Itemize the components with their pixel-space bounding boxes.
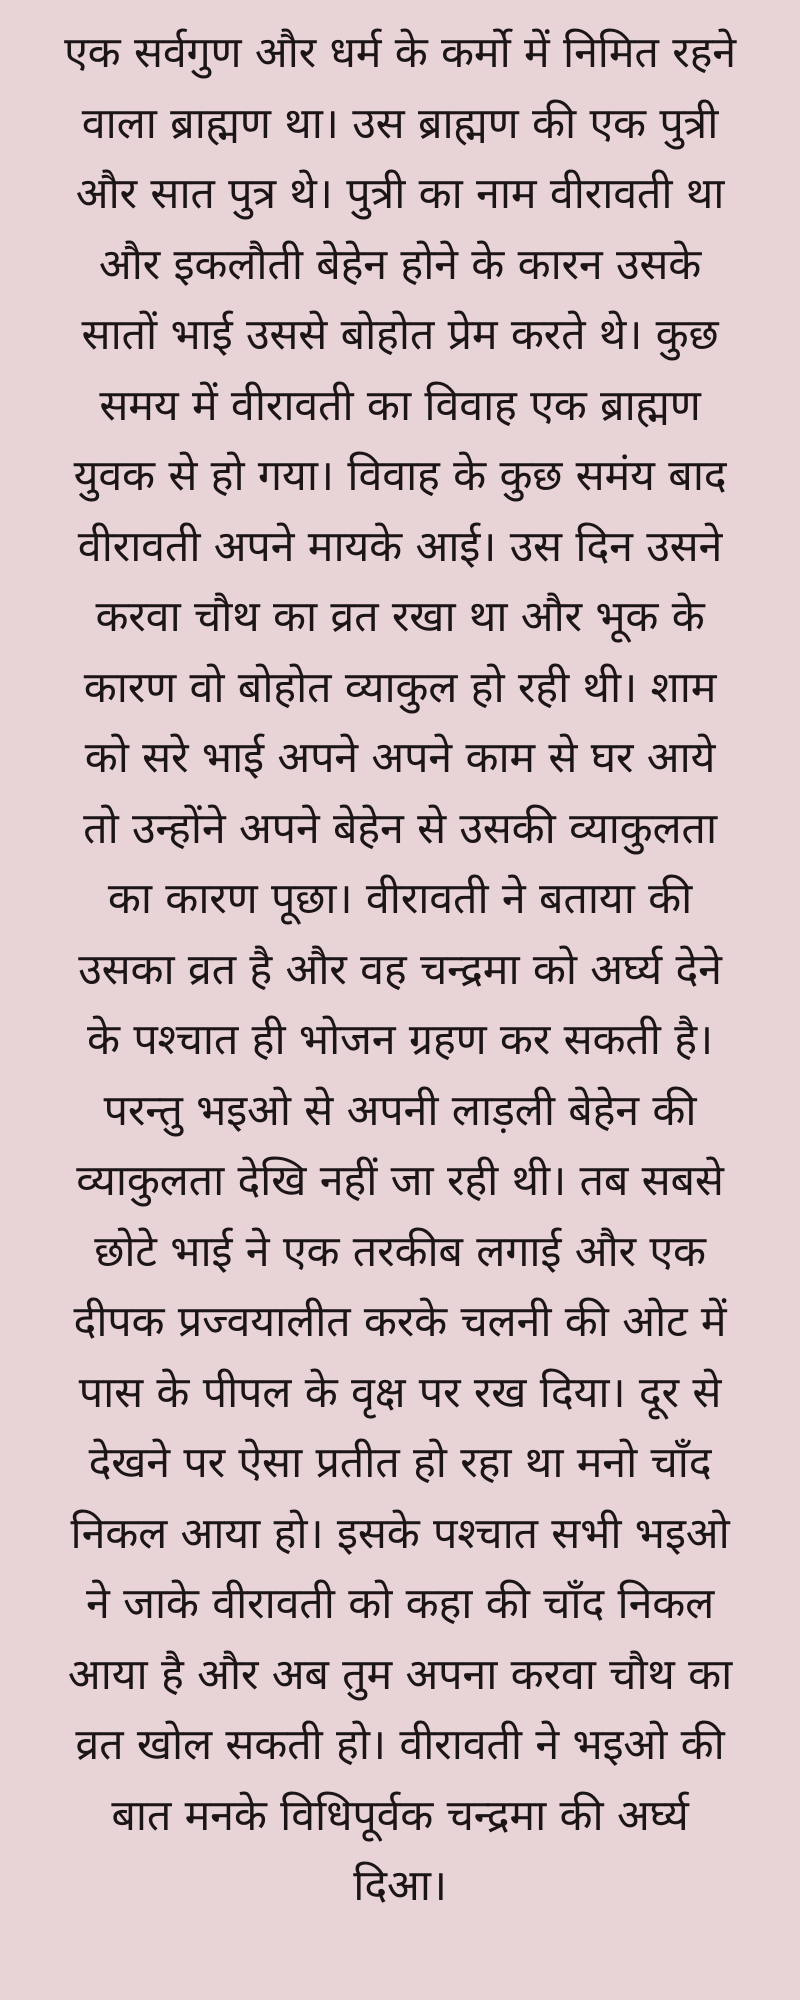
story-line-4: और इकलौती बेहेन होने के कारन उसके <box>98 239 702 290</box>
story-line-27: दिआ। <box>353 1861 447 1911</box>
story-line-3: और सात पुत्र थे। पुत्री का नाम वीरावती था <box>75 169 725 219</box>
story-line-18: छोटे भाई ने एक तरकीब लगाई और एक <box>94 1226 706 1277</box>
story-line-6: समय में वीरावती का विवाह एक ब्राह्मण <box>99 380 701 431</box>
story-line-10: कारण वो बोहोत व्याकुल हो रही थी। शाम <box>83 662 717 713</box>
story-line-26: बात मनके विधिपूर्वक चन्द्रमा की अर्घ्य <box>111 1790 689 1841</box>
story-line-8: वीरावती अपने मायके आई। उस दिन उसने <box>77 521 723 572</box>
story-line-23: ने जाके वीरावती को कहा की चाँद निकल <box>85 1579 715 1629</box>
story-line-17: व्याकुलता देखि नहीं जा रही थी। तब सबसे <box>76 1156 724 1206</box>
story-line-19: दीपक प्रज्वयालीत करके चलनी की ओट में <box>73 1297 727 1347</box>
story-line-7: युवक से हो गया। विवाह के कुछ समंय बाद <box>73 451 727 501</box>
story-line-24: आया है और अब तुम अपना करवा चौथ का <box>67 1649 733 1700</box>
story-line-22: निकल आया हो। इसके पश्चात सभी भइओ <box>70 1508 730 1559</box>
story-line-12: तो उन्होंने अपने बेहेन से उसकी व्याकुलता <box>83 803 717 854</box>
story-text-block <box>0 18 800 1922</box>
story-line-5: सातों भाई उससे बोहोत प्रेम करते थे। कुछ <box>81 310 719 360</box>
story-line-20: पास के पीपल के वृक्ष पर रख दिया। दूर से <box>78 1367 722 1418</box>
story-line-13: का कारण पूछा। वीरावती ने बताया की <box>107 874 693 924</box>
story-line-1: एक सर्वगुण और धर्म के कर्मो में निमित रहने <box>64 28 736 78</box>
story-line-15: के पश्चात ही भोजन ग्रहण कर सकती है। <box>87 1015 713 1065</box>
story-line-11: को सरे भाई अपने अपने काम से घर आये <box>84 733 716 783</box>
story-line-14: उसका व्रत है और वह चन्द्रमा को अर्घ्य देने <box>78 944 722 995</box>
story-line-16: परन्तु भइओ से अपनी लाड़ली बेहेन की <box>103 1085 697 1136</box>
story-line-21: देखने पर ऐसा प्रतीत हो रहा था मनो चाँद <box>88 1438 712 1488</box>
story-line-25: व्रत खोल सकती हो। वीरावती ने भइओ की <box>75 1720 725 1770</box>
story-line-9: करवा चौथ का व्रत रखा था और भूक के <box>95 592 705 642</box>
story-line-2: वाला ब्राह्मण था। उस ब्राह्मण की एक पुत्री <box>81 98 719 149</box>
